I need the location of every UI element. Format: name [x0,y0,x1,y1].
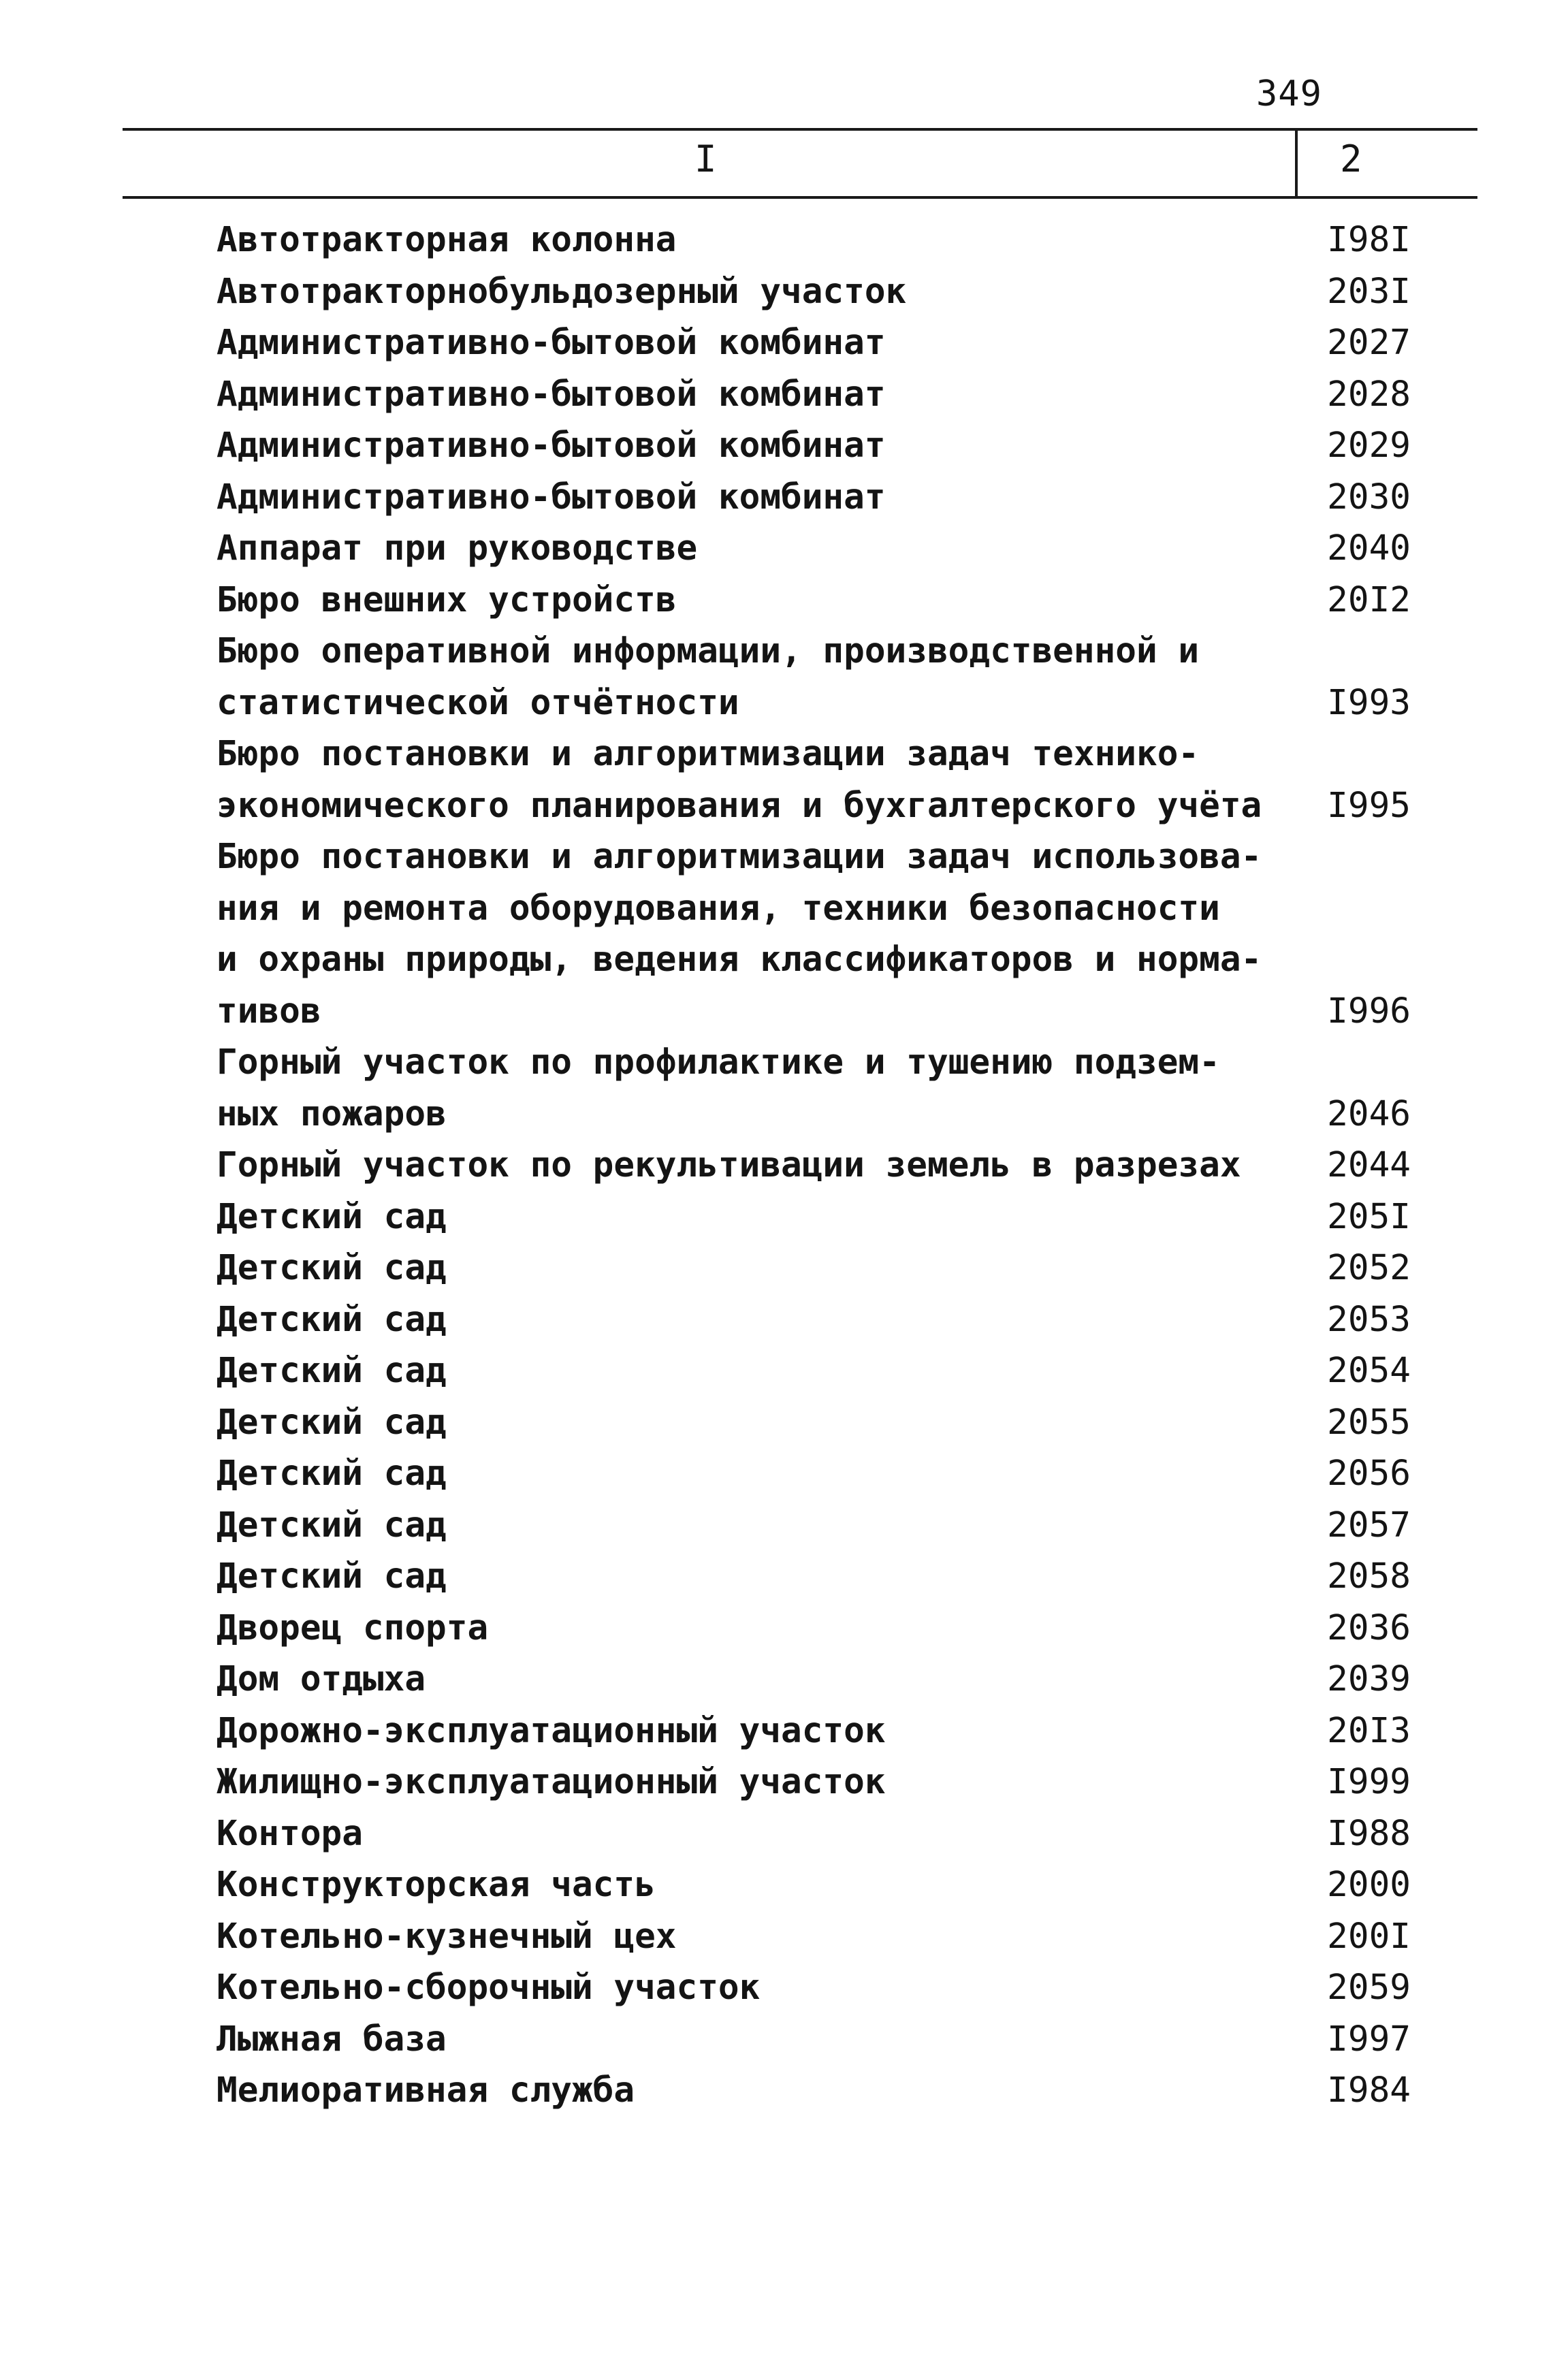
entry-code: 2059 [1327,1968,1411,2008]
table-row [0,1603,1568,1654]
table-row [0,1500,1568,1552]
table-row [0,1705,1568,1757]
index-entries [0,214,1568,2117]
table-row [0,420,1568,472]
table-row [0,2014,1568,2066]
entry-code: 200I [1327,1916,1411,1957]
entry-name: Детский сад [217,1454,447,1494]
table-row [0,1757,1568,1808]
entry-code: 2052 [1327,1248,1411,1288]
table-row [0,214,1568,266]
entry-name: Административно-бытовой комбинат [217,477,886,517]
entry-name: Детский сад [217,1556,447,1597]
entry-code: I999 [1327,1762,1411,1802]
entry-name: Автотракторная колонна [217,220,677,260]
table-row [0,1294,1568,1346]
entry-code: I995 [1327,785,1411,826]
table-row [0,1243,1568,1294]
entry-name: Детский сад [217,1299,447,1340]
entry-code: 2044 [1327,1145,1411,1185]
table-row [0,369,1568,421]
entry-name: Административно-бытовой комбинат [217,323,886,363]
entry-name: Горный участок по рекультивации земель в разрезах [217,1145,1241,1185]
table-row [0,317,1568,369]
table-row [0,1037,1568,1140]
entry-name: Детский сад [217,1402,447,1443]
table-row [0,575,1568,626]
entry-name: Бюро внешних устройств [217,579,677,620]
column-header-name: I [694,138,717,180]
table-row [0,728,1568,831]
entry-name: Бюро постановки и алгоритмизации задач использова- ния и ремонта оборудования, техники безопасности и охраны природы, ведения классификаторов и норма- тивов [217,837,1262,1031]
entry-code: 2039 [1327,1659,1411,1699]
entry-code: I984 [1327,2070,1411,2111]
table-row [0,1345,1568,1397]
entry-name: Горный участок по профилактике и тушению подзем- ных пожаров [217,1042,1220,1134]
entry-code: I988 [1327,1813,1411,1854]
table-row [0,1448,1568,1500]
entry-name: Жилищно-эксплуатационный участок [217,1762,886,1802]
table-row [0,1859,1568,1911]
entry-code: 2054 [1327,1351,1411,1391]
entry-code: I996 [1327,991,1411,1031]
entry-name: Мелиоративная служба [217,2070,635,2111]
entry-name: Административно-бытовой комбинат [217,426,886,466]
entry-code: 2000 [1327,1865,1411,1905]
page-number: 349 [1256,74,1322,114]
table-row [0,472,1568,524]
table-row [0,1654,1568,1705]
entry-code: 2027 [1327,323,1411,363]
entry-name: Дорожно-эксплуатационный участок [217,1710,886,1751]
table-row [0,831,1568,1037]
entry-code: 205I [1327,1196,1411,1237]
entry-code: 2028 [1327,374,1411,415]
entry-name: Аппарат при руководстве [217,528,698,568]
entry-name: Контора [217,1813,363,1854]
table-row [0,1397,1568,1449]
table-row [0,523,1568,575]
entry-code: I997 [1327,2019,1411,2060]
entry-name: Котельно-кузнечный цех [217,1916,677,1957]
table-row [0,1140,1568,1191]
entry-code: 20I2 [1327,579,1411,620]
entry-code: 2053 [1327,1299,1411,1340]
entry-name: Дом отдыха [217,1659,426,1699]
entry-name: Детский сад [217,1248,447,1288]
table-row [0,1808,1568,1860]
table-row [0,626,1568,728]
entry-name: Бюро оперативной информации, производственной и статистической отчётности [217,631,1200,723]
entry-code: 2056 [1327,1454,1411,1494]
table-header-top-rule [123,128,1477,131]
table-row [0,1911,1568,1963]
entry-code: 2029 [1327,426,1411,466]
entry-name: Конструкторская часть [217,1865,656,1905]
entry-name: Дворец спорта [217,1607,489,1648]
entry-code: 2058 [1327,1556,1411,1597]
entry-code: 2057 [1327,1505,1411,1545]
table-header-divider [1295,128,1298,199]
table-header-bottom-rule [123,196,1477,199]
table-row [0,1551,1568,1603]
entry-name: Административно-бытовой комбинат [217,374,886,415]
entry-code: I993 [1327,682,1411,723]
entry-code: I98I [1327,220,1411,260]
table-row [0,1191,1568,1243]
entry-code: 20I3 [1327,1710,1411,1751]
entry-name: Детский сад [217,1505,447,1545]
table-row [0,1962,1568,2014]
entry-name: Лыжная база [217,2019,447,2060]
entry-code: 2040 [1327,528,1411,568]
column-header-code: 2 [1340,138,1362,180]
entry-name: Котельно-сборочный участок [217,1968,761,2008]
entry-code: 2055 [1327,1402,1411,1443]
entry-code: 2030 [1327,477,1411,517]
entry-name: Бюро постановки и алгоритмизации задач технико- экономического планирования и бухгалтерского учёта [217,734,1262,826]
table-row [0,266,1568,318]
entry-name: Автотракторнобульдозерный участок [217,271,907,312]
table-row [0,2065,1568,2117]
entry-code: 2036 [1327,1607,1411,1648]
entry-code: 203I [1327,271,1411,312]
entry-code: 2046 [1327,1093,1411,1134]
entry-name: Детский сад [217,1351,447,1391]
entry-name: Детский сад [217,1196,447,1237]
